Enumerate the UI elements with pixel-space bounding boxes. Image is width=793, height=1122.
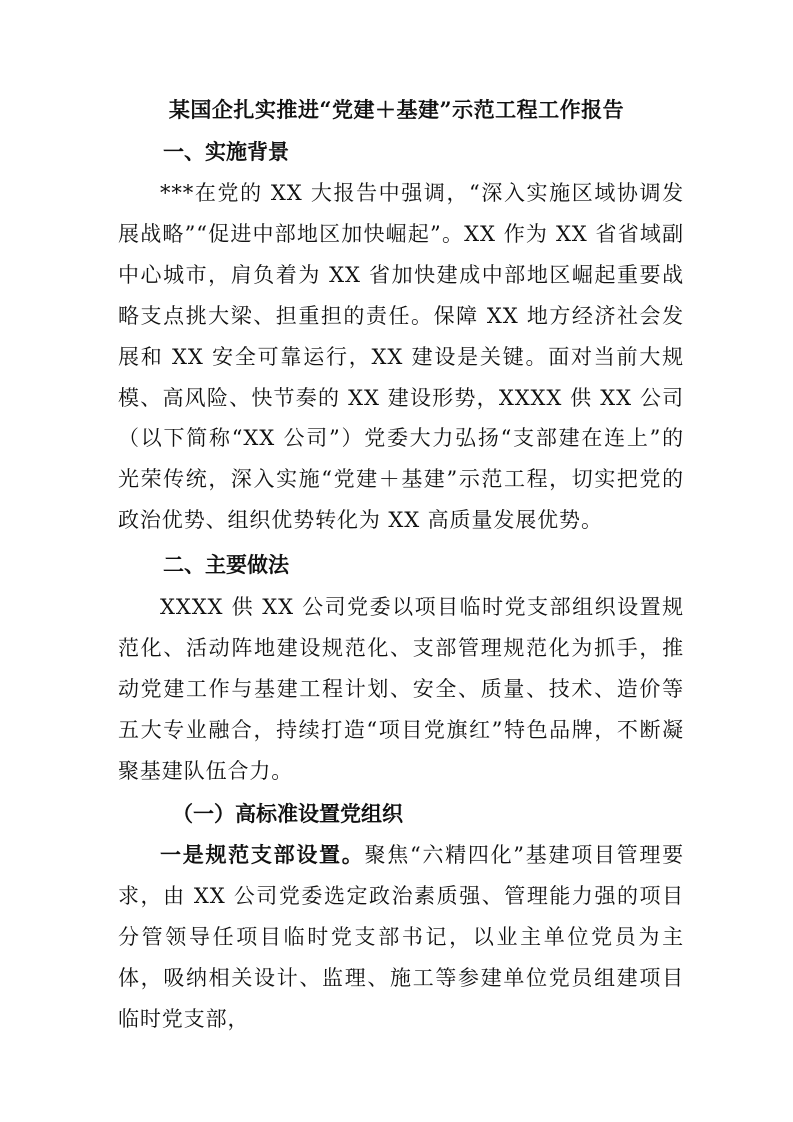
paragraph-background: ***在党的 XX 大报告中强调，“深入实施区域协调发展战略”“促进中部地区加快崛起”。XX 作为 XX 省省域副中心城市，肩负着为 XX 省加快建成中部地区崛起重要战略支点挑大梁、担重担的责任。保障 XX 地方经济社会发展和 XX 安全可靠运行，XX 建设是关键。面对当前大规模、高风险、快节奏的 XX 建设形势，XXXX 供 XX 公司（以下简称“XX 公司”）党委大力弘扬“支部建在连上”的光荣传统，深入实施“党建＋基建”示范工程，切实把党的政治优势、组织优势转化为 XX 高质量发展优势。 [118,181,684,533]
lead-text-branch-setup: 一是规范支部设置。 [160,842,365,867]
paragraph-main-practices: XXXX 供 XX 公司党委以项目临时党支部组织设置规范化、活动阵地建设规范化、支部管理规范化为抓手，推动党建工作与基建工程计划、安全、质量、技术、造价等五大专业融合，持续打造“项目党旗红”特色品牌，不断凝聚基建队伍合力。 [118,595,684,783]
paragraph-branch-setup [118,835,684,1040]
document-title: 某国企扎实推进“党建＋基建”示范工程工作报告 [168,97,625,122]
subsection-heading-party-organization: （一）高标准设置党组织 [172,801,403,826]
body-text-branch-setup: 聚焦“六精四化”基建项目管理要求，由 XX 公司党委选定政治素质强、管理能力强的项目分管领导任项目临时党支部书记，以业主单位党员为主体，吸纳相关设计、监理、施工等参建单位党员组建项目临时党支部， [118,843,684,1031]
section-heading-background: 一、实施背景 [163,139,289,164]
section-heading-main-practices: 二、主要做法 [163,552,289,577]
